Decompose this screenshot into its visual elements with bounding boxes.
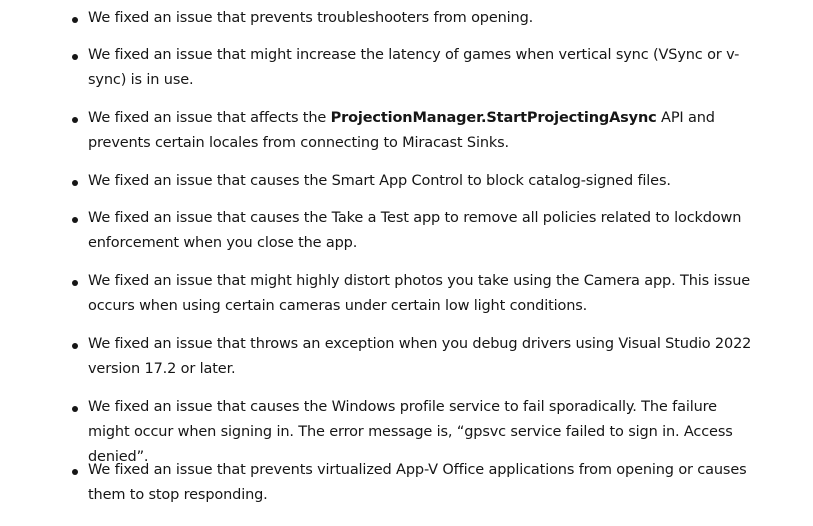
release-note-text [88, 43, 760, 93]
note-text-segment: We fixed an issue that might increase the latency of games when vertical sync (VSync or v-sync) is in use. [88, 47, 740, 88]
bullet-icon [72, 180, 78, 186]
api-name-text: ProjectionManager.StartProjectingAsync [330, 110, 657, 126]
bullet-icon [72, 406, 78, 412]
release-note-text [88, 269, 760, 319]
note-text-segment: We fixed an issue that causes the Smart App Control to block catalog-signed files. [88, 173, 671, 189]
release-note-text [88, 169, 760, 194]
note-text-segment: We fixed an issue that causes the Windows profile service to fail sporadically. The failure might occur when signing in. The error message is, “gpsvc service failed to sign in. Access denied”. [88, 399, 733, 465]
note-text-segment: We fixed an issue that affects the [88, 110, 331, 126]
release-note-text [88, 206, 760, 256]
bullet-icon [72, 117, 78, 123]
release-note-text [88, 458, 760, 508]
note-text-segment: We fixed an issue that prevents virtualized App-V Office applications from opening or causes them to stop responding. [88, 462, 747, 503]
note-text-segment: We fixed an issue that prevents troubleshooters from opening. [88, 10, 534, 26]
bullet-icon [72, 469, 78, 475]
release-note-text [88, 332, 760, 382]
bullet-icon [72, 54, 78, 60]
release-note-text [88, 106, 760, 156]
release-note-text [88, 6, 760, 31]
note-text-segment: We fixed an issue that throws an exception when you debug drivers using Visual Studio 2022 version 17.2 or later. [88, 336, 752, 377]
note-text-segment: We fixed an issue that might highly distort photos you take using the Camera app. This issue occurs when using certain cameras under certain low light conditions. [88, 273, 751, 314]
note-text-segment: We fixed an issue that causes the Take a Test app to remove all policies related to lockdown enforcement when you close the app. [88, 210, 742, 251]
bullet-icon [72, 217, 78, 223]
bullet-icon [72, 343, 78, 349]
bullet-icon [72, 280, 78, 286]
bullet-icon [72, 17, 78, 23]
note-text-segment: API and prevents certain locales from connecting to Miracast Sinks. [88, 110, 715, 151]
